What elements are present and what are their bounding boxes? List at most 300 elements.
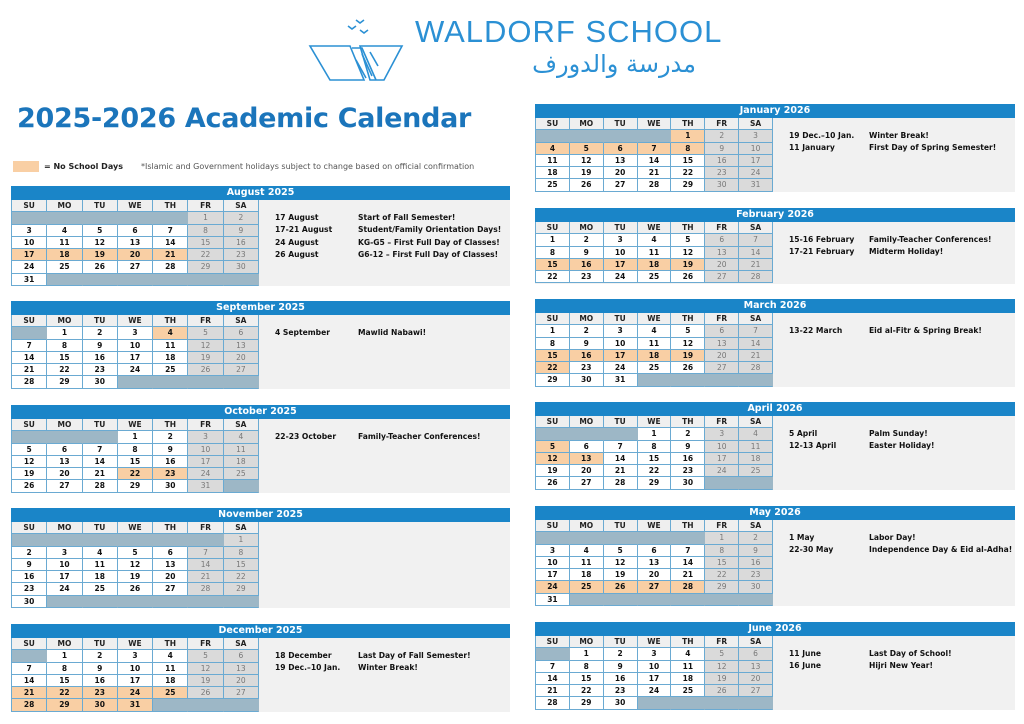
weekday-header: SU [536,222,570,234]
day-cell: 22 [536,271,570,283]
empty-cell [604,428,638,440]
day-cell: 10 [604,247,638,259]
event-item [275,650,471,662]
day-cell: 22 [536,362,570,374]
day-cell: 26 [671,271,705,283]
day-cell: 5 [188,327,223,339]
event-list [789,428,935,453]
weekday-header: FR [188,200,223,212]
day-cell: 1 [638,428,672,440]
day-cell: 31 [188,480,223,492]
day-cell: 11 [638,247,672,259]
day-cell: 10 [739,143,773,155]
day-cell: 15 [224,559,259,571]
day-cell: 19 [118,571,153,583]
empty-cell [83,534,118,546]
event-date: 24 August [275,237,319,247]
empty-cell [188,596,223,608]
event-item [789,440,935,452]
weekday-header: FR [705,636,739,648]
weekday-header: TH [153,638,188,650]
event-date: 17 August [275,213,319,222]
weekday-header: FR [705,313,739,325]
day-cell: 29 [224,583,259,595]
day-cell: 1 [705,532,739,544]
weekday-header: WE [118,638,153,650]
event-item [275,249,501,261]
empty-cell [12,650,47,662]
month-title: September 2025 [11,301,510,315]
weekday-header: TH [153,522,188,534]
day-cell: 22 [47,687,82,699]
day-cell: 11 [47,237,82,249]
event-description: Student/Family Orientation Days! [358,225,502,235]
day-cell: 8 [638,441,672,453]
weekday-header: SU [12,638,47,650]
day-cell: 14 [739,247,773,259]
day-cell: 30 [83,376,118,388]
empty-cell [224,274,259,286]
event-date: 11 January [789,143,835,153]
day-cell: 24 [638,685,672,697]
empty-cell [83,212,118,224]
day-cell: 27 [47,480,82,492]
day-cell: 25 [153,687,188,699]
day-cell: 4 [570,545,604,557]
day-cell: 12 [536,453,570,465]
weekday-header: FR [188,638,223,650]
weekday-header: TU [604,636,638,648]
day-cell: 3 [118,327,153,339]
day-cell: 21 [12,687,47,699]
month-block [535,104,1015,192]
brand-name-en: WALDORF SCHOOL [415,14,723,49]
page-title: 2025-2026 Academic Calendar [17,103,472,134]
day-cell: 22 [570,685,604,697]
weekday-header: SA [224,419,259,431]
day-cell: 18 [671,673,705,685]
weekday-header: TU [83,419,118,431]
day-cell: 29 [536,374,570,386]
month-block [535,506,1015,606]
day-cell: 28 [604,477,638,489]
month-grid [11,315,259,389]
event-item [275,431,480,443]
day-cell: 22 [671,167,705,179]
day-cell: 16 [739,557,773,569]
empty-cell [188,534,223,546]
day-cell: 26 [188,364,223,376]
empty-cell [188,274,223,286]
day-cell: 26 [705,685,739,697]
weekday-header: SA [739,636,773,648]
day-cell: 3 [705,428,739,440]
day-cell: 11 [224,444,259,456]
day-cell: 30 [153,480,188,492]
weekday-header: TH [671,313,705,325]
day-cell: 11 [153,340,188,352]
event-date: 16 June [789,661,821,671]
day-cell: 19 [570,167,604,179]
weekday-header: TH [671,118,705,130]
day-cell: 2 [604,648,638,660]
day-cell: 30 [570,374,604,386]
day-cell: 13 [224,340,259,352]
weekday-header: WE [638,222,672,234]
day-cell: 6 [153,547,188,559]
event-item [789,532,1012,544]
day-cell: 5 [671,234,705,246]
day-cell: 2 [83,650,118,662]
month-title: June 2026 [535,622,1015,636]
month-block [11,405,510,493]
day-cell: 4 [638,325,672,337]
day-cell: 25 [570,581,604,593]
day-cell: 24 [188,468,223,480]
month-block [535,622,1015,710]
day-cell: 29 [47,699,82,711]
day-cell: 29 [638,477,672,489]
day-cell: 30 [224,261,259,273]
weekday-header: SA [224,522,259,534]
day-cell: 28 [739,362,773,374]
weekday-header: MO [570,416,604,428]
day-cell: 23 [224,249,259,261]
day-cell: 30 [705,179,739,191]
day-cell: 15 [638,453,672,465]
day-cell: 25 [47,261,82,273]
day-cell: 1 [536,325,570,337]
empty-cell [705,477,739,489]
day-cell: 22 [188,249,223,261]
day-cell: 11 [536,155,570,167]
weekday-header: TH [153,419,188,431]
empty-cell [12,534,47,546]
day-cell: 16 [12,571,47,583]
empty-cell [638,594,672,606]
event-description: Labor Day! [869,533,916,542]
empty-cell [47,212,82,224]
event-description: First Day of Spring Semester! [869,143,997,153]
day-cell: 21 [604,465,638,477]
day-cell: 17 [47,571,82,583]
weekday-header: SU [536,118,570,130]
day-cell: 27 [638,581,672,593]
empty-cell [153,212,188,224]
empty-cell [47,534,82,546]
day-cell: 27 [570,477,604,489]
event-date: 12-13 April [789,441,837,451]
event-item [789,130,996,142]
event-item [789,544,1012,556]
day-cell: 17 [604,259,638,271]
month-block [535,299,1015,387]
weekday-header: MO [570,313,604,325]
day-cell: 13 [47,456,82,468]
day-cell: 23 [705,167,739,179]
day-cell: 17 [638,673,672,685]
month-title: December 2025 [11,624,510,638]
weekday-header: TU [83,315,118,327]
day-cell: 10 [604,338,638,350]
month-title: May 2026 [535,506,1015,520]
day-cell: 9 [12,559,47,571]
weekday-header: TH [671,416,705,428]
empty-cell [671,532,705,544]
day-cell: 25 [671,685,705,697]
day-cell: 31 [12,274,47,286]
day-cell: 6 [118,225,153,237]
empty-cell [671,374,705,386]
day-cell: 9 [604,661,638,673]
month-grid [535,416,773,490]
event-date: 15-16 February [789,235,855,244]
event-list [275,212,501,262]
day-cell: 11 [638,338,672,350]
empty-cell [153,596,188,608]
day-cell: 20 [570,465,604,477]
weekday-header: SA [739,520,773,532]
day-cell: 8 [47,340,82,352]
day-cell: 4 [638,234,672,246]
day-cell: 7 [83,444,118,456]
day-cell: 26 [188,687,223,699]
day-cell: 3 [47,547,82,559]
day-cell: 3 [739,130,773,142]
day-cell: 9 [153,444,188,456]
day-cell: 14 [12,352,47,364]
day-cell: 25 [739,465,773,477]
event-description: Midterm Holiday! [869,247,944,257]
empty-cell [118,212,153,224]
day-cell: 5 [83,225,118,237]
day-cell: 31 [739,179,773,191]
day-cell: 16 [153,456,188,468]
empty-cell [118,596,153,608]
day-cell: 15 [47,675,82,687]
day-cell: 14 [12,675,47,687]
day-cell: 7 [188,547,223,559]
empty-cell [536,428,570,440]
event-item [789,428,935,440]
month-title: April 2026 [535,402,1015,416]
day-cell: 14 [153,237,188,249]
weekday-header: SA [224,315,259,327]
empty-cell [47,274,82,286]
day-cell: 22 [638,465,672,477]
month-block [535,208,1015,284]
day-cell: 23 [604,685,638,697]
event-date: 17-21 February [789,247,855,257]
day-cell: 10 [47,559,82,571]
event-date: 18 December [275,651,332,660]
day-cell: 10 [705,441,739,453]
day-cell: 3 [536,545,570,557]
day-cell: 14 [638,155,672,167]
weekday-header: SU [536,520,570,532]
day-cell: 4 [153,650,188,662]
day-cell: 1 [118,431,153,443]
day-cell: 18 [638,259,672,271]
day-cell: 21 [536,685,570,697]
day-cell: 3 [638,648,672,660]
empty-cell [118,376,153,388]
weekday-header: TH [153,315,188,327]
weekday-header: WE [638,118,672,130]
day-cell: 14 [739,338,773,350]
day-cell: 20 [705,259,739,271]
empty-cell [739,697,773,709]
day-cell: 1 [224,534,259,546]
day-cell: 9 [83,663,118,675]
day-cell: 10 [638,661,672,673]
day-cell: 5 [188,650,223,662]
empty-cell [638,697,672,709]
day-cell: 18 [739,453,773,465]
day-cell: 15 [47,352,82,364]
empty-cell [604,130,638,142]
month-grid [535,520,773,606]
day-cell: 12 [671,247,705,259]
weekday-header: WE [118,522,153,534]
day-cell: 26 [118,583,153,595]
day-cell: 17 [604,350,638,362]
weekday-header: MO [47,200,82,212]
day-cell: 19 [671,259,705,271]
day-cell: 19 [604,569,638,581]
day-cell: 12 [188,663,223,675]
weekday-header: SA [224,200,259,212]
empty-cell [604,594,638,606]
day-cell: 21 [83,468,118,480]
day-cell: 24 [739,167,773,179]
day-cell: 2 [224,212,259,224]
day-cell: 12 [188,340,223,352]
day-cell: 18 [224,456,259,468]
day-cell: 8 [570,661,604,673]
weekday-header: TH [671,222,705,234]
day-cell: 6 [705,234,739,246]
day-cell: 24 [118,687,153,699]
day-cell: 8 [47,663,82,675]
day-cell: 31 [604,374,638,386]
event-description: Independence Day & Eid al-Adha! [869,545,1013,555]
day-cell: 8 [671,143,705,155]
month-grid [535,313,773,387]
day-cell: 15 [671,155,705,167]
weekday-header: SA [739,313,773,325]
day-cell: 30 [83,699,118,711]
month-grid [11,638,259,712]
day-cell: 17 [705,453,739,465]
legend [13,161,474,172]
day-cell: 18 [47,249,82,261]
empty-cell [83,274,118,286]
event-list [275,650,471,675]
day-cell: 30 [12,596,47,608]
weekday-header: SU [536,416,570,428]
day-cell: 15 [705,557,739,569]
month-grid [535,118,773,192]
day-cell: 3 [188,431,223,443]
weekday-header: SA [739,118,773,130]
day-cell: 27 [739,685,773,697]
day-cell: 17 [188,456,223,468]
weekday-header: SU [12,200,47,212]
day-cell: 10 [118,663,153,675]
day-cell: 19 [83,249,118,261]
day-cell: 13 [638,557,672,569]
day-cell: 9 [705,143,739,155]
event-item [275,224,501,236]
weekday-header: SA [224,638,259,650]
day-cell: 27 [224,687,259,699]
day-cell: 6 [224,327,259,339]
day-cell: 2 [12,547,47,559]
empty-cell [188,699,223,711]
day-cell: 19 [705,673,739,685]
day-cell: 4 [224,431,259,443]
day-cell: 19 [671,350,705,362]
day-cell: 21 [188,571,223,583]
day-cell: 10 [188,444,223,456]
day-cell: 5 [604,545,638,557]
day-cell: 30 [739,581,773,593]
weekday-header: MO [47,419,82,431]
day-cell: 23 [83,364,118,376]
day-cell: 16 [570,350,604,362]
day-cell: 20 [153,571,188,583]
day-cell: 28 [671,581,705,593]
empty-cell [188,376,223,388]
event-date: 26 August [275,250,319,260]
day-cell: 16 [705,155,739,167]
day-cell: 17 [536,569,570,581]
day-cell: 2 [153,431,188,443]
day-cell: 14 [188,559,223,571]
day-cell: 6 [638,545,672,557]
empty-cell [570,532,604,544]
day-cell: 23 [83,687,118,699]
day-cell: 23 [12,583,47,595]
event-list [789,648,952,673]
day-cell: 19 [536,465,570,477]
event-description: G6-12 – First Full Day of Classes! [358,250,499,260]
weekday-header: TU [604,520,638,532]
empty-cell [638,532,672,544]
brand-name-ar: مدرسة والدورف [532,50,696,78]
empty-cell [705,697,739,709]
event-list [789,234,991,259]
empty-cell [739,594,773,606]
day-cell: 6 [47,444,82,456]
day-cell: 6 [570,441,604,453]
event-description: Family-Teacher Conferences! [358,432,481,441]
month-block [535,402,1015,490]
day-cell: 12 [671,338,705,350]
day-cell: 24 [604,271,638,283]
weekday-header: TU [83,638,118,650]
day-cell: 7 [153,225,188,237]
event-item [275,662,471,674]
event-item [789,246,991,258]
day-cell: 15 [536,350,570,362]
day-cell: 28 [12,376,47,388]
weekday-header: WE [118,419,153,431]
weekday-header: TU [604,118,638,130]
day-cell: 23 [739,569,773,581]
day-cell: 1 [570,648,604,660]
